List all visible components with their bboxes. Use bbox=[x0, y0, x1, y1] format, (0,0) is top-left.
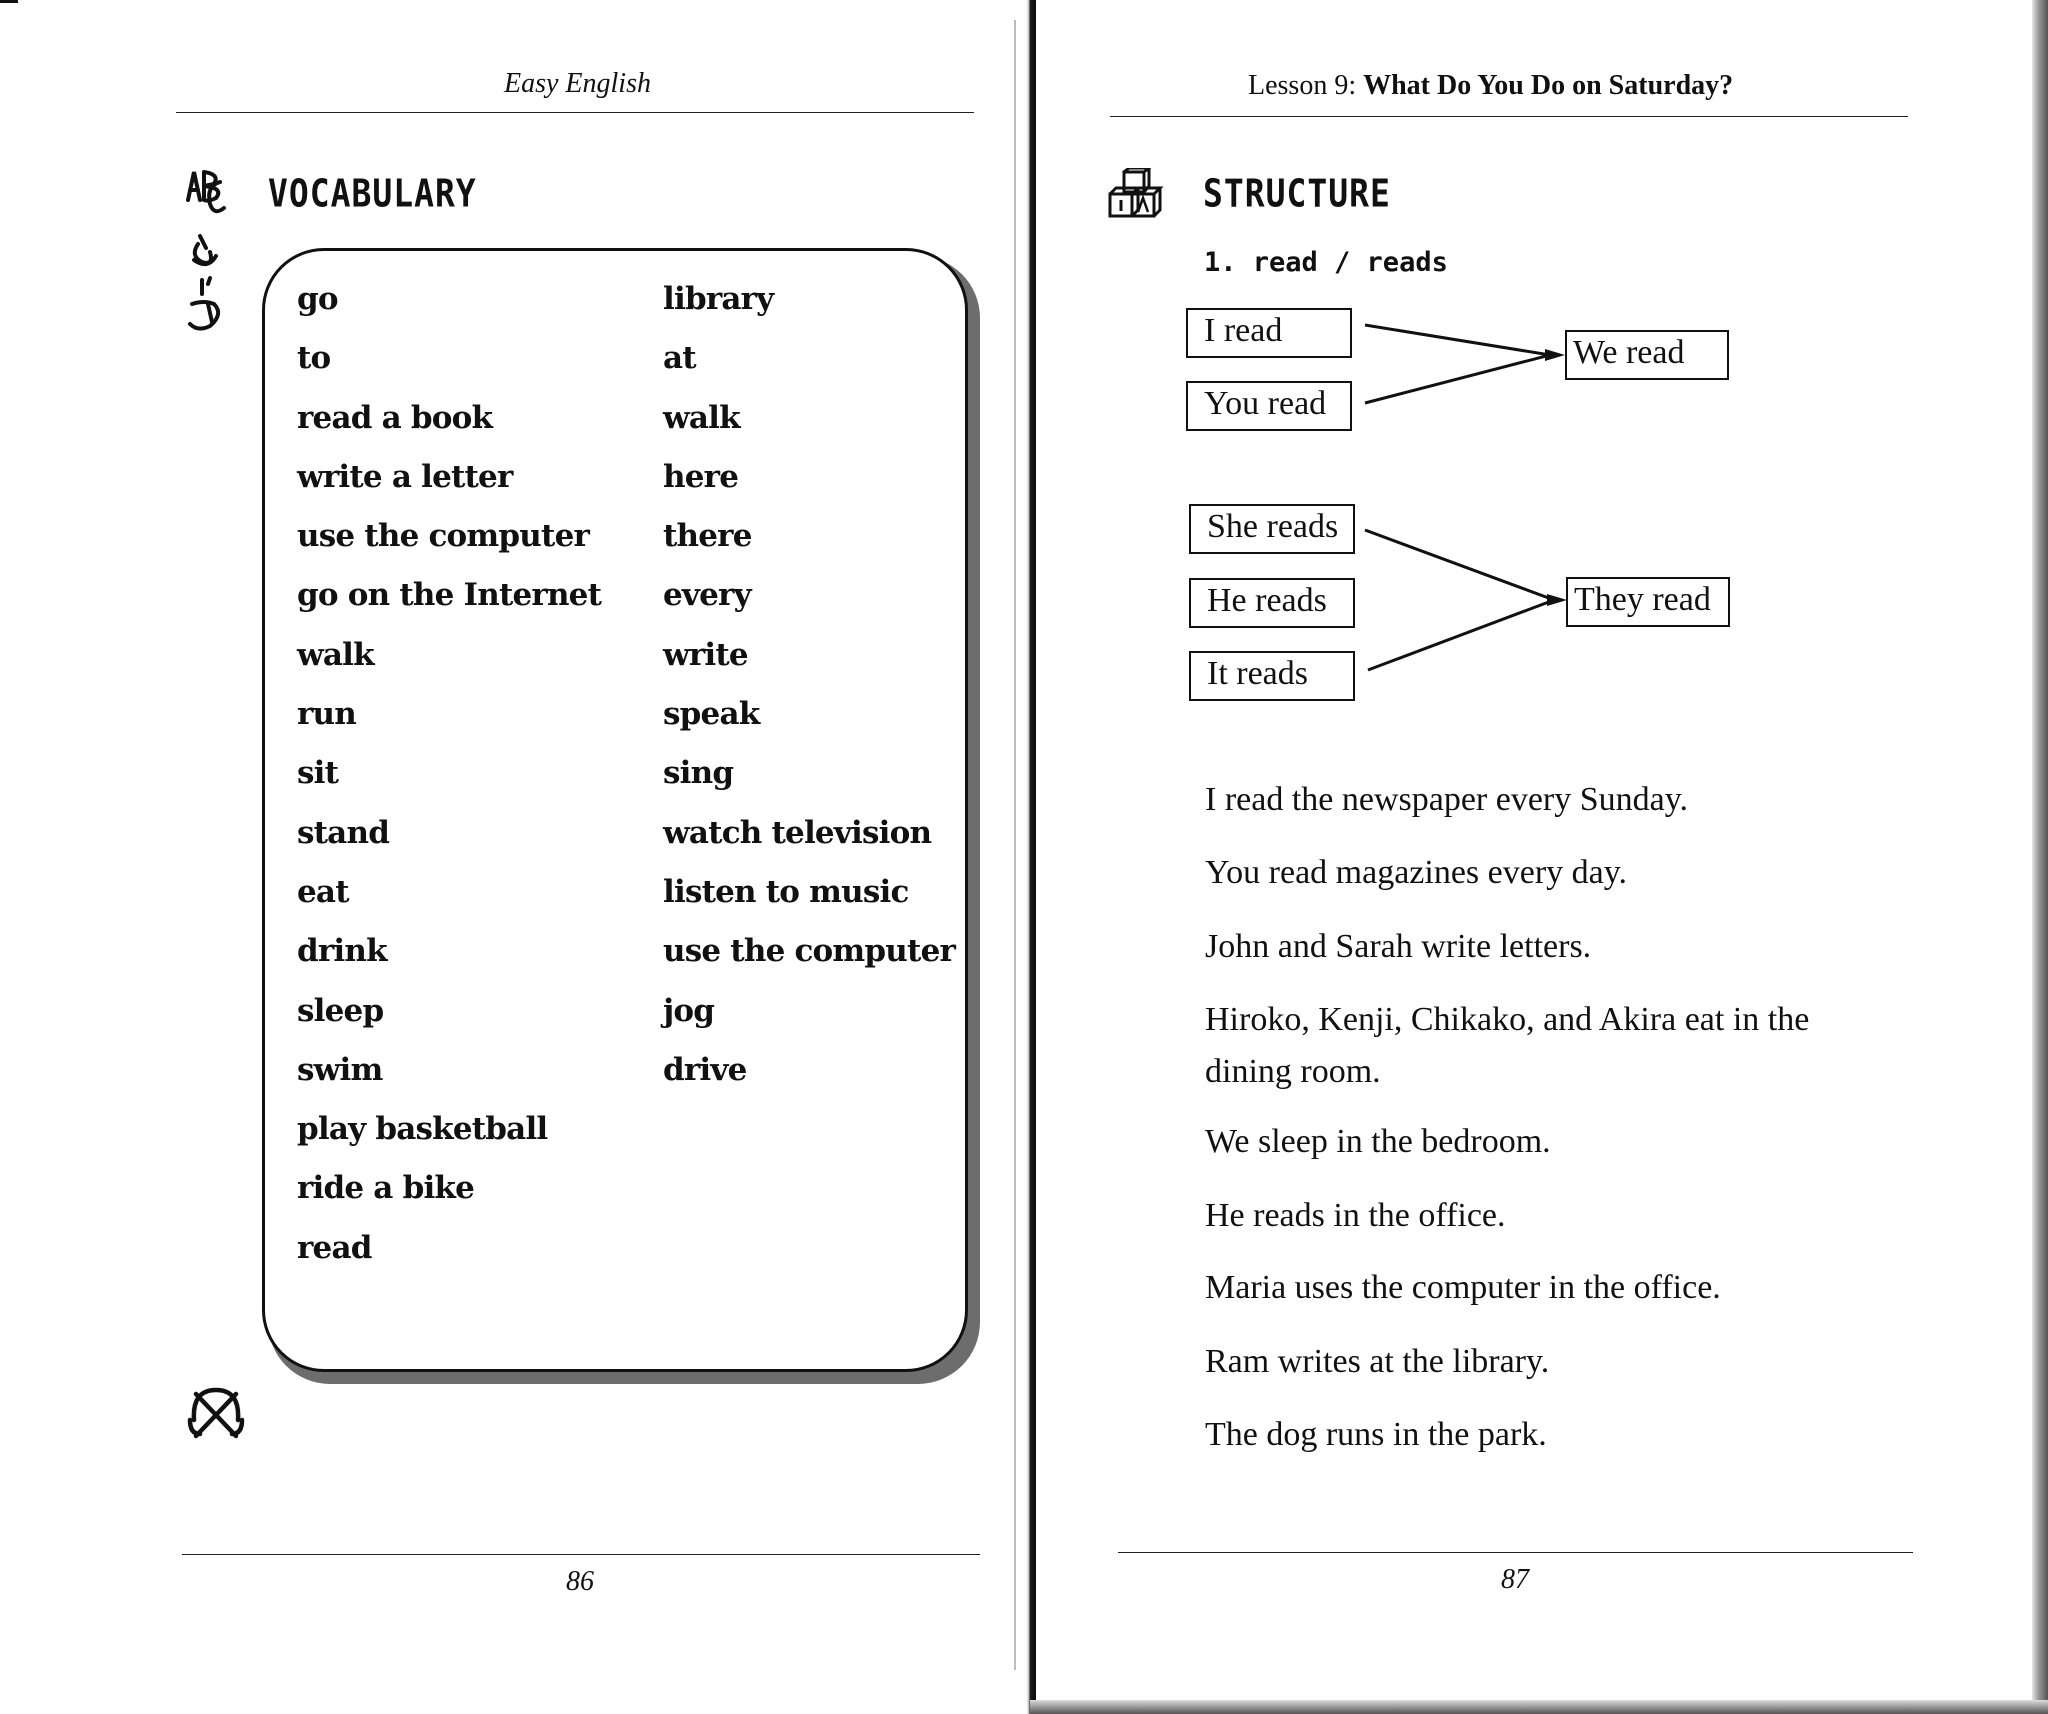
diagram-box-we-read: We read bbox=[1565, 330, 1729, 380]
vocabulary-word: library bbox=[663, 281, 774, 317]
structure-subtitle: 1. read / reads bbox=[1204, 247, 1448, 278]
diagram-box-he-reads: He reads bbox=[1189, 578, 1355, 628]
example-sentence: John and Sarah write letters. bbox=[1205, 928, 1592, 965]
example-sentence: Ram writes at the library. bbox=[1205, 1343, 1550, 1380]
vocabulary-word: eat bbox=[297, 873, 349, 910]
vocabulary-word: walk bbox=[663, 399, 740, 436]
diagram-box-i-read: I read bbox=[1186, 308, 1352, 358]
page-number: 86 bbox=[566, 1566, 594, 1597]
right-footer-rule bbox=[1118, 1552, 1913, 1553]
vocabulary-word: sit bbox=[297, 755, 339, 792]
example-sentence: I read the newspaper every Sunday. bbox=[1205, 781, 1689, 818]
vocabulary-word: swim bbox=[297, 1051, 383, 1088]
vocabulary-word: use the computer bbox=[297, 518, 590, 555]
vocabulary-word: run bbox=[297, 696, 357, 733]
vocabulary-word: play basketball bbox=[297, 1111, 548, 1148]
vocabulary-word: jog bbox=[663, 992, 715, 1029]
vocabulary-word: sing bbox=[663, 755, 734, 792]
example-sentence: Hiroko, Kenji, Chikako, and Akira eat in the dining room. bbox=[1205, 1001, 1810, 1090]
left-running-head: Easy English bbox=[504, 68, 651, 99]
vocabulary-word: go bbox=[297, 281, 338, 317]
vocabulary-word: drink bbox=[297, 933, 387, 970]
example-sentence: He reads in the office. bbox=[1205, 1197, 1506, 1234]
diagram-box-they-read: They read bbox=[1566, 577, 1730, 627]
vocabulary-word: read bbox=[297, 1229, 372, 1266]
vocabulary-word: sleep bbox=[297, 992, 384, 1029]
vocabulary-word: stand bbox=[297, 814, 390, 851]
lesson-number: Lesson 9: bbox=[1248, 70, 1364, 101]
structure-title: STRUCTURE bbox=[1203, 171, 1391, 216]
vocabulary-word: use the computer bbox=[663, 933, 956, 970]
vocabulary-word: listen to music bbox=[663, 873, 909, 910]
lesson-title: What Do You Do on Saturday? bbox=[1363, 70, 1734, 101]
vocabulary-word: walk bbox=[297, 636, 374, 673]
vocabulary-word: go on the Internet bbox=[297, 577, 602, 614]
page-number: 87 bbox=[1501, 1564, 1529, 1595]
vocabulary-title: VOCABULARY bbox=[268, 171, 477, 216]
example-sentence: Maria uses the computer in the office. bbox=[1205, 1269, 1721, 1306]
vocabulary-word: ride a bike bbox=[297, 1170, 475, 1207]
vocabulary-word: write bbox=[663, 636, 748, 673]
vocabulary-word: here bbox=[663, 458, 739, 495]
diagram-box-it-reads: It reads bbox=[1189, 651, 1355, 701]
diagram-box-you-read: You read bbox=[1186, 381, 1352, 431]
example-sentence: You read magazines every day. bbox=[1205, 854, 1628, 891]
vocabulary-word: read a book bbox=[297, 399, 493, 436]
vocabulary-word: speak bbox=[663, 696, 760, 733]
vocabulary-word: to bbox=[297, 340, 331, 377]
diagram-box-she-reads: She reads bbox=[1189, 504, 1355, 554]
vocabulary-word: drive bbox=[663, 1051, 747, 1088]
vocabulary-word: write a letter bbox=[297, 458, 513, 495]
vocabulary-word: at bbox=[663, 340, 696, 377]
vocabulary-word: every bbox=[663, 577, 751, 614]
example-sentence: We sleep in the bedroom. bbox=[1205, 1123, 1551, 1160]
example-sentence: The dog runs in the park. bbox=[1205, 1416, 1547, 1453]
vocabulary-word: there bbox=[663, 518, 752, 555]
vocabulary-word: watch television bbox=[663, 814, 932, 851]
